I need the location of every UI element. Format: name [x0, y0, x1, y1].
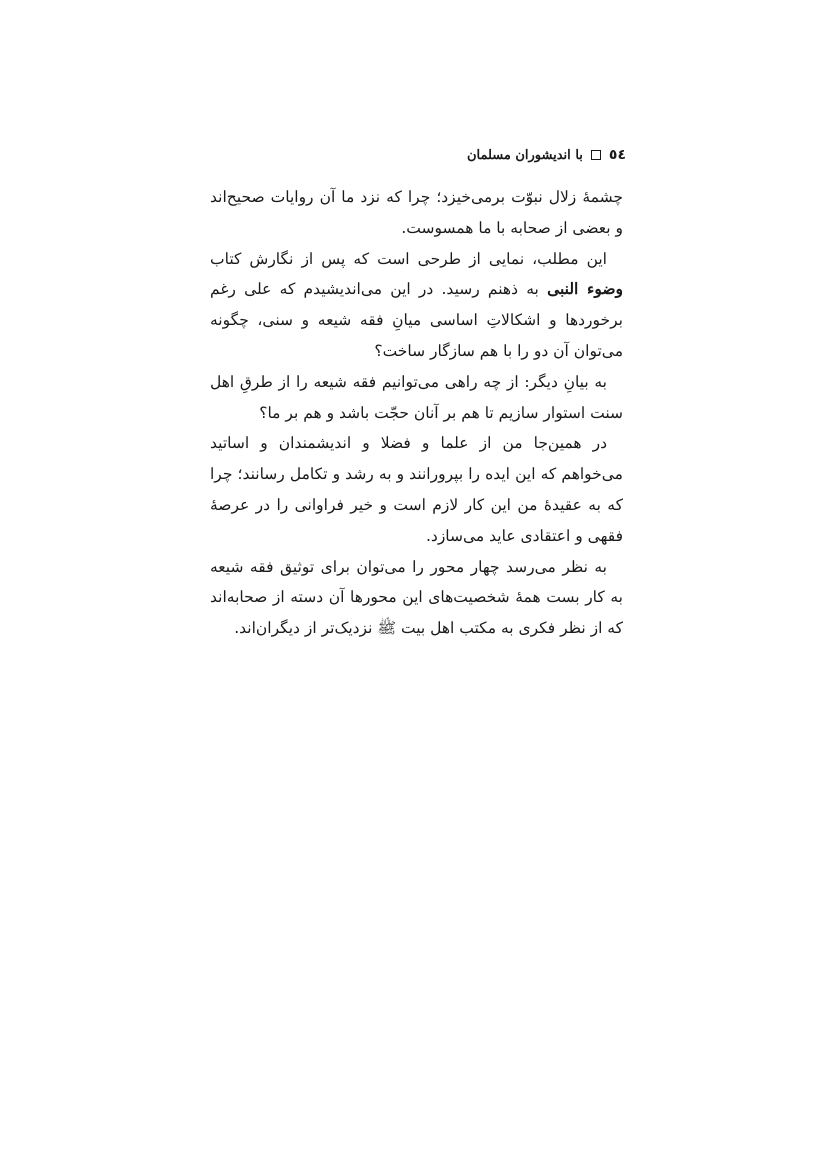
paragraph-5: به نظر می‌رسد چهار محور را می‌توان برای توثیق فقه شیعه به کار بست همهٔ شخصیت‌های این محورها آن دسته از صحابه‌اند که از نظر فکری به مکتب اهل بیت ﷺ نزدیک‌تر از دیگران‌اند.: [210, 557, 623, 638]
paragraph-2-rest: به ذهنم رسید. در این می‌اندیشیدم که علی رغم برخوردها و اشکالاتِ اساسی میانِ فقه شیعه و سنی، چگونه می‌توان آن دو را با هم سازگار ساخت؟: [210, 280, 623, 360]
paragraph-1: چشمهٔ زلال نبوّت برمی‌خیزد؛ چرا که نزد ما آن روایات صحیح‌اند و بعضی از صحابه با ما همسوست.: [210, 188, 623, 237]
paragraph-3: به بیانِ دیگر: از چه راهی می‌توانیم فقه شیعه را از طرقِ اهل سنت استوار سازیم تا هم بر آنان حجّت باشد و هم بر ما؟: [210, 372, 623, 422]
paragraph-4: در همین‌جا من از علما و فضلا و اندیشمندان و اساتید می‌خواهم که این ایده را بپرورانند و به رشد و تکامل رسانند؛ چرا که به عقیدهٔ من این کار لازم است و خیر فراوانی را در عرصهٔ فقهی و اعتقادی عاید می‌سازد.: [210, 434, 623, 545]
box-icon: [591, 150, 601, 160]
paragraph-2: [210, 244, 623, 367]
running-header-title: با اندیشوران مسلمان: [466, 147, 583, 163]
page-number: ٥٤: [608, 147, 626, 163]
paragraph-2-lead: این مطلب، نمایی از طرحی است که پس از نگارش کتاب: [210, 249, 607, 268]
running-header: [440, 143, 626, 167]
book-title-wudu-al-nabi: وضوء النبی: [547, 279, 623, 299]
body-text: [210, 182, 623, 644]
